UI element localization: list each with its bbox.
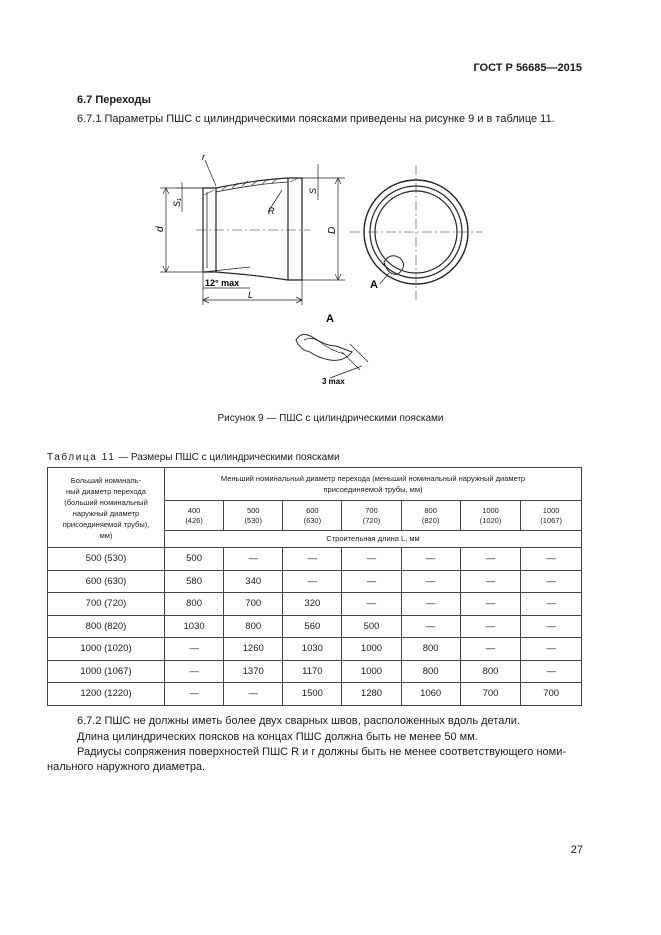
label-s1: S₁ (172, 198, 182, 207)
cone-body (216, 178, 302, 280)
wall-hatching (204, 178, 298, 195)
table-title-prefix: Таблица 11 (47, 452, 116, 463)
table-row: 1000 (1067) — 1370 1170 1000 800 800 — (48, 660, 582, 683)
table-row: 1200 (1220) — — 1500 1280 1060 700 700 (48, 683, 582, 706)
column-header: 1000 (1020) (460, 501, 521, 531)
column-header: 500 (530) (224, 501, 283, 531)
label-S: S (308, 187, 318, 194)
table-11 (47, 467, 582, 706)
column-header: 1000 (1067) (521, 501, 582, 531)
figure-9-drawing (0, 0, 661, 410)
table-row: 800 (820) 1030 800 560 500 — — — (48, 615, 582, 638)
label-A-detail: A (326, 313, 334, 325)
document-id: ГОСТ Р 56685—2015 (473, 62, 582, 74)
section-title: 6.7 Переходы (77, 94, 151, 106)
length-label-cell: Строительная длина L, мм (165, 531, 582, 548)
label-3max: 3 max (322, 377, 345, 386)
label-d: d (155, 226, 166, 232)
table-row: 500 (530) 500 — — — — — — (48, 548, 582, 571)
page-number: 27 (570, 844, 583, 856)
label-angle: 12° max (205, 278, 240, 288)
table-row: 700 (720) 800 700 320 — — — — (48, 593, 582, 616)
column-header: 700 (720) (342, 501, 401, 531)
column-header: 400 (426) (165, 501, 224, 531)
group-header-cell: Меньший номинальный диаметр перехода (меньший номинальный наружный диаметр присоединяемой трубы, мм) (165, 468, 582, 501)
note-p1: 6.7.2 ПШС не должны иметь более двух сварных швов, расположенных вдоль детали. (77, 715, 520, 727)
label-A-mark: A (370, 279, 378, 291)
intro-paragraph: 6.7.1 Параметры ПШС с цилиндрическими поясками приведены на рисунке 9 и в таблице 11. (77, 113, 555, 125)
note-p2: Длина цилиндрических поясков на концах ПШС должна быть не менее 50 мм. (77, 731, 478, 743)
note-p3-line1: Радиусы сопряжения поверхностей ПШС R и r должны быть не менее соответствующего номи- (77, 746, 567, 758)
table-row: 600 (630) 580 340 — — — — — (48, 570, 582, 593)
column-header: 600 (630) (283, 501, 342, 531)
figure-caption: Рисунок 9 — ПШС с цилиндрическими поясками (217, 413, 444, 424)
label-R: R (268, 206, 275, 216)
label-D: D (327, 226, 338, 234)
table-title (47, 452, 340, 463)
label-r: r (202, 152, 205, 162)
column-header: 800 (820) (401, 501, 460, 531)
note-p3-line2: нального наружного диаметра. (47, 761, 206, 773)
row-header-cell: Больший номиналь- ный диаметр перехода (больший номинальный наружный диаметр присоединяемой трубы), мм) (48, 468, 165, 548)
detail-a-drawing (296, 334, 368, 378)
label-L: L (248, 290, 254, 300)
table-title-rest: — Размеры ПШС с цилиндрическими поясками (115, 452, 340, 463)
table-row: 1000 (1020) — 1260 1030 1000 800 — — (48, 638, 582, 661)
